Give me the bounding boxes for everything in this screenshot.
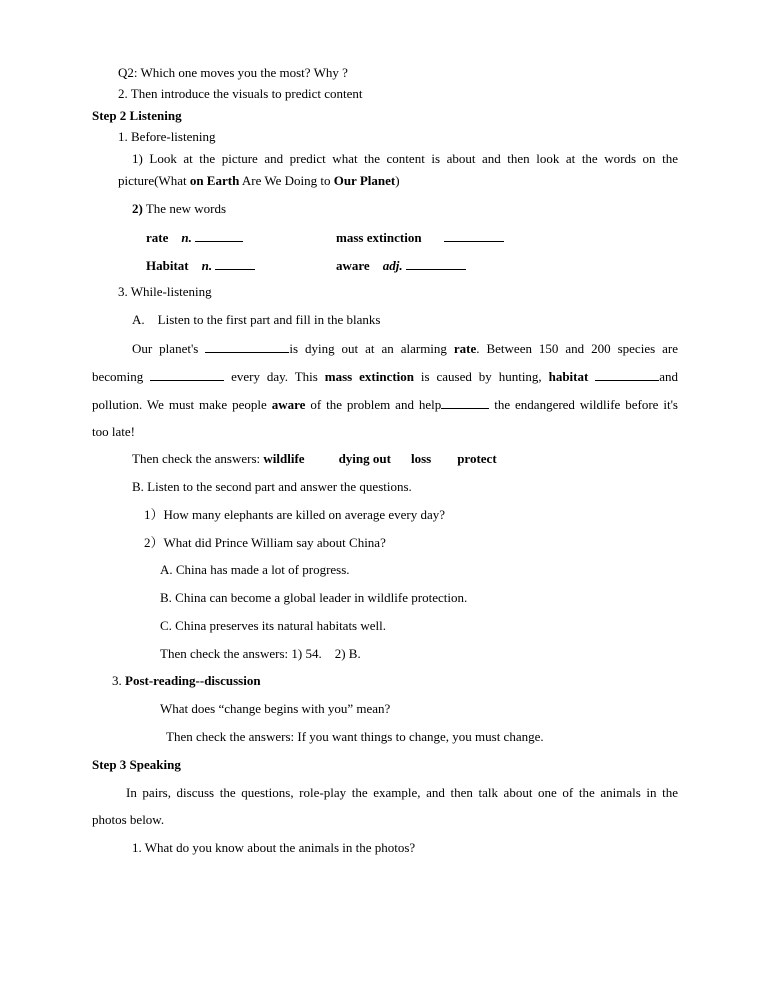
part-b-question-2: 2）What did Prince William say about China? — [144, 535, 386, 550]
cloze-blank — [595, 368, 659, 381]
speaking-paragraph-line-1: In pairs, discuss the questions, role-play the example, and then talk about one of the animals in the — [126, 785, 678, 800]
while-listening-heading: 3. While-listening — [118, 284, 212, 299]
discussion-question: What does “change begins with you” mean? — [160, 701, 391, 716]
option-b: B. China can become a global leader in wildlife protection. — [160, 590, 468, 605]
word-blank — [406, 257, 466, 270]
option-c: C. China preserves its natural habitats well. — [160, 618, 387, 633]
speaking-paragraph-line-2: photos below. — [92, 812, 165, 827]
predict-line-2: picture(What on Earth Are We Doing to Our Planet) — [118, 173, 400, 188]
question-q2: Q2: Which one moves you the most? Why ? — [118, 65, 348, 80]
cloze-blank — [150, 368, 224, 381]
step2-heading: Step 2 Listening — [92, 108, 182, 123]
word-mass-extinction: mass extinction — [336, 229, 504, 246]
word-blank — [215, 257, 255, 270]
speaking-question-1: 1. What do you know about the animals in the photos? — [132, 840, 416, 855]
cloze-blank — [205, 340, 289, 353]
step3-heading: Step 3 Speaking — [92, 757, 181, 772]
intro-item-2: 2. Then introduce the visuals to predict content — [118, 86, 363, 101]
part-b-instruction: B. Listen to the second part and answer the questions. — [132, 479, 412, 494]
word-habitat: Habitat n. — [146, 257, 255, 274]
cloze-line-2: becoming every day. This mass extinction is caused by hunting, habitat and — [92, 369, 679, 384]
option-a: A. China has made a lot of progress. — [160, 562, 350, 577]
part-a-answers: Then check the answers: wildlife dying out loss protect — [132, 451, 497, 466]
part-a-instruction: A. Listen to the first part and fill in the blanks — [132, 312, 381, 327]
predict-line-1: 1) Look at the picture and predict what the content is about and then look at the words on the — [132, 151, 678, 166]
discussion-answer: Then check the answers: If you want things to change, you must change. — [166, 729, 544, 744]
post-reading-heading: 3. Post-reading--discussion — [112, 673, 261, 688]
new-words-heading: 2) The new words — [132, 201, 227, 216]
cloze-line-3: pollution. We must make people aware of the problem and help the endangered wildlife before it's — [92, 397, 678, 412]
part-b-question-1: 1）How many elephants are killed on average every day? — [144, 507, 446, 522]
part-b-answers: Then check the answers: 1) 54. 2) B. — [160, 646, 361, 661]
word-aware: aware adj. — [336, 257, 466, 274]
word-blank — [444, 229, 504, 242]
cloze-line-1: Our planet's is dying out at an alarming rate. Between 150 and 200 species are — [132, 341, 678, 356]
word-blank — [195, 229, 243, 242]
cloze-line-4: too late! — [92, 424, 135, 439]
word-rate: rate n. — [146, 229, 243, 246]
cloze-blank — [441, 396, 489, 409]
before-listening-heading: 1. Before-listening — [118, 129, 216, 144]
